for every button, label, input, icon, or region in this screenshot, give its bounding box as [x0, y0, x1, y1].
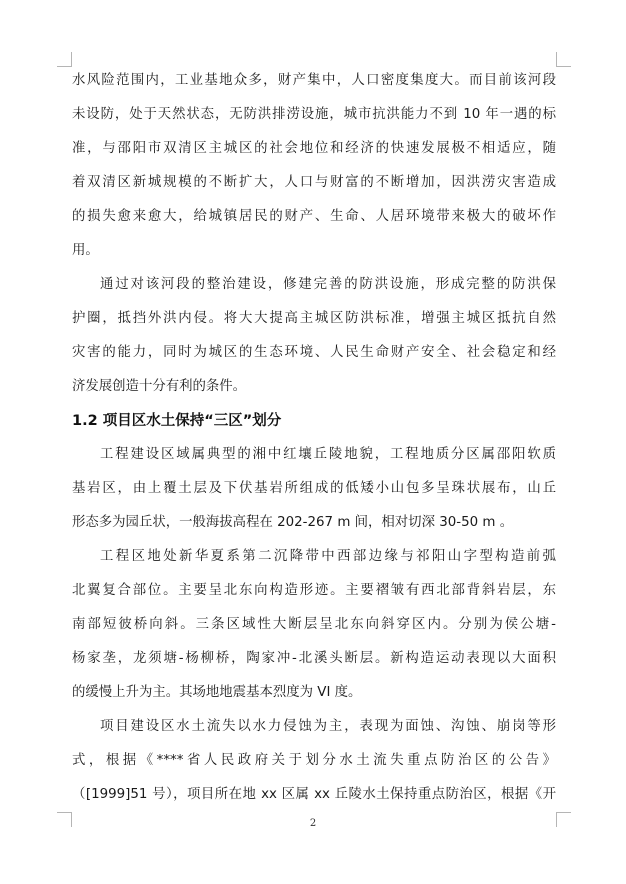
document-body [72, 64, 556, 812]
section-heading: 1.2 项目区水土保持“三区”划分 [72, 413, 282, 429]
text-line: 工程区地处新华夏系第二沉降带中西部边缘与祁阳山字型构造前弧 [100, 549, 556, 564]
paragraph-erosion [72, 710, 556, 812]
paragraph-geology [72, 540, 556, 710]
text-line: 未设防，处于天然状态，无防洪排涝设施，城市抗洪能力不到 10 年一遇的标 [72, 107, 556, 122]
text-line: 形态多为园丘状，一般海拔高程在 202-267 m 间，相对切深 30-50 m 。 [72, 515, 514, 530]
text-line: 基岩区，由上覆土层及下伏基岩所组成的低矮小山包多呈珠状展布，山丘 [72, 481, 556, 496]
paragraph-flood-risk [72, 64, 556, 268]
paragraph-landform [72, 438, 556, 540]
text-line: 护圈，抵挡外洪内侵。将大大提高主城区防洪标准，增强主城区抵抗自然 [72, 311, 556, 326]
text-line: 通过对该河段的整治建设，修建完善的防洪设施，形成完整的防洪保 [100, 277, 556, 292]
text-line: 的损失愈来愈大，给城镇居民的财产、生命、人居环境带来极大的破坏作 [72, 209, 556, 224]
text-line: 灾害的能力，同时为城区的生态环境、人民生命财产安全、社会稳定和经 [72, 345, 556, 360]
text-line: 的缓慢上升为主。其场地地震基本烈度为 VI 度。 [72, 685, 362, 700]
text-line: 着双清区新城规模的不断扩大，人口与财富的不断增加，因洪涝灾害造成 [72, 175, 556, 190]
text-line: 工程建设区域属典型的湘中红壤丘陵地貌，工程地质分区属邵阳软质 [100, 447, 556, 462]
crop-mark-top-left [57, 52, 72, 67]
page-number: 2 [309, 818, 317, 829]
text-line: 用。 [72, 243, 99, 258]
text-line: 项目建设区水土流失以水力侵蚀为主，表现为面蚀、沟蚀、崩岗等形 [100, 719, 556, 734]
text-line: 北翼复合部位。主要呈北东向构造形迹。主要褶皱有西北部背斜岩层，东 [72, 583, 556, 598]
text-line: 准，与邵阳市双清区主城区的社会地位和经济的快速发展极不相适应，随 [72, 141, 556, 156]
text-line: 济发展创造十分有利的条件。 [72, 379, 247, 394]
text-line: 式，根据《****省人民政府关于划分水土流失重点防治区的公告》 [72, 753, 556, 768]
paragraph-remediation [72, 268, 556, 404]
text-line: 水风险范围内，工业基地众多，财产集中，人口密度集度大。而目前该河段 [72, 73, 556, 88]
text-line: （[1999]51 号），项目所在地 xx 区属 xx 丘陵水土保持重点防治区，根据《开 [72, 787, 556, 802]
text-line: 杨家垄，龙须塘-杨柳桥，陶家冲-北溪头断层。新构造运动表现以大面积 [72, 651, 556, 666]
text-line: 南部短彼桥向斜。三条区域性大断层呈北东向斜穿区内。分别为侯公塘- [72, 617, 556, 632]
crop-mark-top-right [556, 52, 571, 67]
